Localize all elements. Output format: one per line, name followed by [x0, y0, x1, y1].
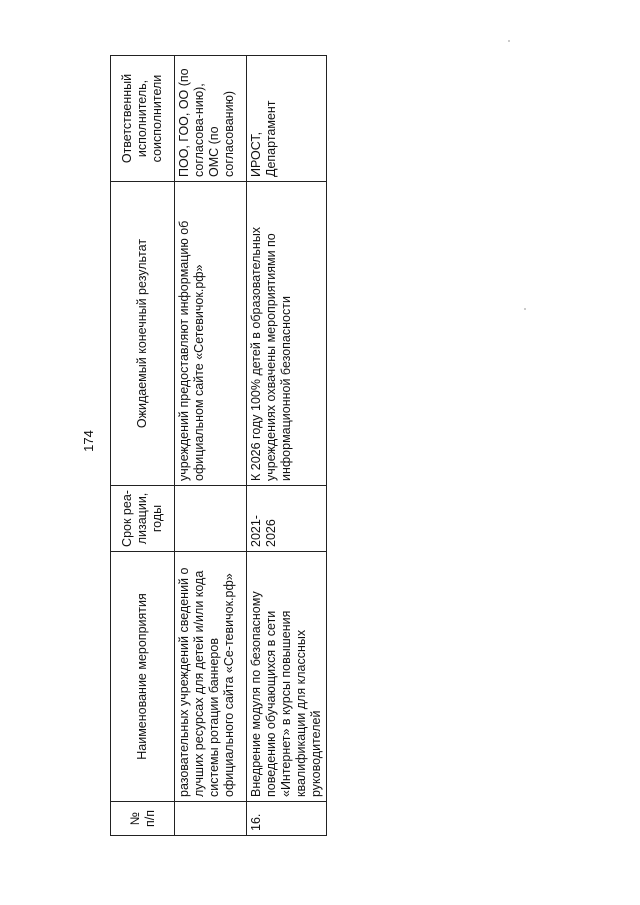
header-period: Срок реа-лизации, годы	[111, 486, 175, 552]
header-name: Наименование мероприятия	[111, 552, 175, 802]
row-result: учреждений предоставляют информацию об официальном сайте «Сетевичок.рф»	[175, 182, 247, 486]
row-responsible: ИРОСТ, Департамент	[247, 56, 327, 182]
measures-table	[110, 55, 327, 836]
header-number: № п/п	[111, 802, 175, 836]
row-responsible: ПОО, ГОО, ОО (по согласова-нию), ОМС (по согласованию)	[175, 56, 247, 182]
row-period: 2021-2026	[247, 486, 327, 552]
row-result: К 2026 году 100% детей в образовательных учреждениях охвачены мероприятиями по информационной безопасности	[247, 182, 327, 486]
scan-speck	[524, 308, 526, 310]
header-responsible: Ответственный исполнитель, соисполнители	[111, 56, 175, 182]
row-period	[175, 486, 247, 552]
scan-speck	[508, 40, 510, 42]
row-number: 16.	[247, 802, 327, 836]
table-row	[247, 56, 327, 836]
row-name: разовательных учреждений сведений о лучших ресурсах для детей и/или кода системы ротации баннеров официального сайта «Се-тевичок.рф»	[175, 552, 247, 802]
table-header-row	[111, 56, 175, 836]
page-number: 174	[81, 430, 96, 452]
table-row	[175, 56, 247, 836]
table-container	[110, 56, 323, 836]
row-number	[175, 802, 247, 836]
row-name: Внедрение модуля по безопасному поведению обучающихся в сети «Интернет» в курсы повышения квалификации для классных руководителей	[247, 552, 327, 802]
header-result: Ожидаемый конечный результат	[111, 182, 175, 486]
